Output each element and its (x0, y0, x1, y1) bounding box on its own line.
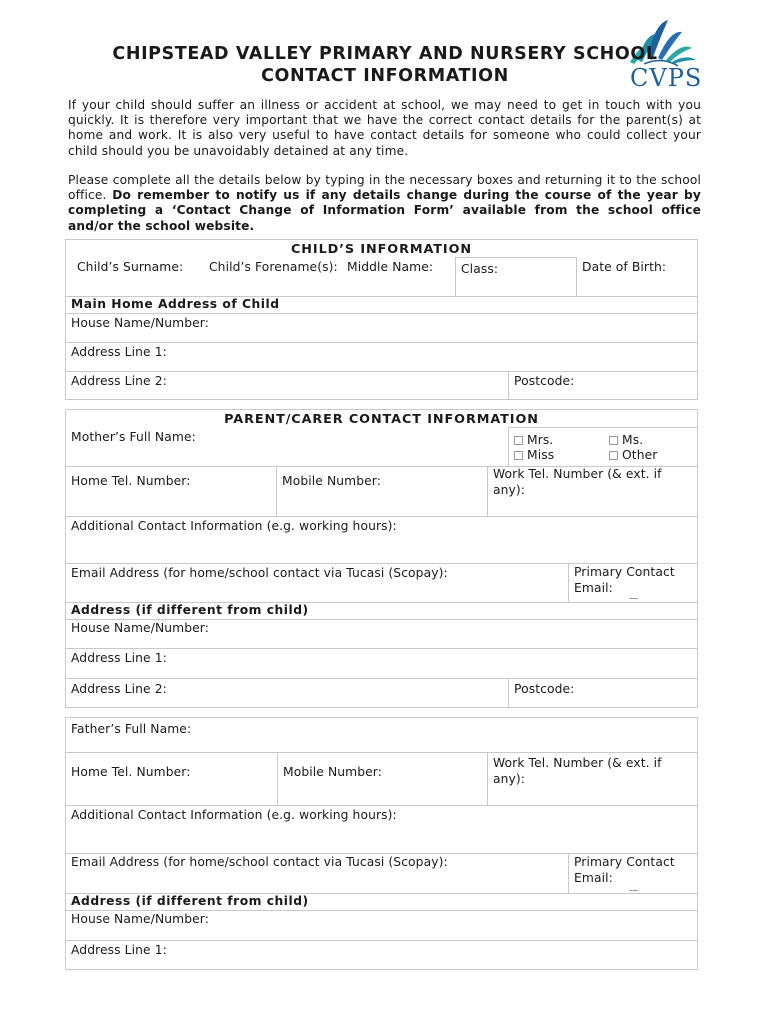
father-email-label: Email Address (for home/school contact via Tucasi (Scopay): (71, 855, 448, 869)
instructions-paragraph (68, 173, 701, 234)
father-house-label: House Name/Number: (71, 912, 209, 926)
mother-title-options (508, 427, 698, 466)
instructions-bold-text: Do remember to notify us if any details change during the course of the year by completing a ‘Contact Change of Information Form’ available from the school office and/or the school website. (68, 188, 701, 233)
mother-address-line2-label: Address Line 2: (71, 682, 167, 696)
father-work-tel-field[interactable] (487, 752, 698, 805)
mother-postcode-field[interactable] (508, 678, 698, 708)
mother-primary-email-field[interactable] (568, 563, 698, 602)
page-title: CHIPSTEAD VALLEY PRIMARY AND NURSERY SCHOOL (112, 44, 658, 64)
father-home-tel-label: Home Tel. Number: (71, 765, 191, 779)
child-surname-label: Child’s Surname: (77, 260, 184, 274)
title-option-miss[interactable] (514, 448, 554, 462)
father-address-line1-label: Address Line 1: (71, 943, 167, 957)
mother-postcode-label: Postcode: (514, 682, 575, 696)
child-address-header-label: Main Home Address of Child (71, 297, 280, 311)
child-address-line2-field[interactable] (66, 371, 508, 400)
instructions-text: Please complete all the details below by typing in the necessary boxes and returning it to the school office. (68, 173, 701, 203)
child-dob-label: Date of Birth: (582, 260, 667, 274)
other-checkbox-icon[interactable] (609, 451, 618, 460)
title-option-ms-label: Ms. (622, 433, 644, 447)
mother-work-tel-label: Work Tel. Number (& ext. if any): (493, 467, 662, 497)
father-additional-info-label: Additional Contact Information (e.g. working hours): (71, 808, 397, 822)
father-primary-email-label: Primary Contact Email: (574, 855, 675, 885)
father-primary-email-field[interactable] (568, 853, 698, 893)
title-option-mrs[interactable] (514, 433, 553, 447)
ms-checkbox-icon[interactable] (609, 436, 618, 445)
father-primary-email-checkbox-icon[interactable] (629, 890, 638, 891)
title-option-mrs-label: Mrs. (527, 433, 554, 447)
parent-section-header: PARENT/CARER CONTACT INFORMATION (224, 412, 539, 427)
child-address-header (66, 296, 698, 313)
child-postcode-label: Postcode: (514, 374, 575, 388)
father-address-line1-field[interactable] (66, 940, 698, 970)
title-option-miss-label: Miss (527, 448, 555, 462)
child-house-field[interactable] (66, 313, 698, 342)
mother-address-line2-field[interactable] (66, 678, 508, 708)
child-address-line1-label: Address Line 1: (71, 345, 167, 359)
father-work-tel-label: Work Tel. Number (& ext. if any): (493, 756, 662, 786)
mother-email-label: Email Address (for home/school contact via Tucasi (Scopay): (71, 566, 448, 580)
mother-mobile-label: Mobile Number: (282, 474, 381, 488)
child-class-label: Class: (461, 262, 499, 276)
child-names-field[interactable] (66, 257, 455, 296)
mother-additional-info-label: Additional Contact Information (e.g. working hours): (71, 519, 397, 533)
father-house-field[interactable] (66, 910, 698, 940)
mother-address-line1-label: Address Line 1: (71, 651, 167, 665)
child-address-line1-field[interactable] (66, 342, 698, 371)
mother-primary-email-label: Primary Contact Email: (574, 565, 675, 595)
miss-checkbox-icon[interactable] (514, 451, 523, 460)
father-alt-address-header-label: Address (if different from child) (71, 894, 309, 908)
mother-house-label: House Name/Number: (71, 621, 209, 635)
father-mobile-field[interactable] (277, 752, 487, 805)
mother-email-field[interactable] (66, 563, 568, 602)
mother-home-tel-field[interactable] (66, 466, 276, 516)
father-home-tel-field[interactable] (66, 752, 277, 805)
father-mobile-label: Mobile Number: (283, 765, 382, 779)
intro-paragraph: If your child should suffer an illness or accident at school, we may need to get in touch with you quickly. It is therefore very important that we have the correct contact details for the parent(s) at home and work. It is also very useful to have contact details for someone who could collect your child should you be unavoidably detained at any time. (68, 98, 701, 158)
mother-name-field[interactable] (66, 427, 508, 466)
child-information-section (65, 239, 698, 400)
father-name-label: Father’s Full Name: (71, 722, 192, 736)
title-option-ms[interactable] (609, 433, 643, 447)
mother-additional-info-field[interactable] (66, 516, 698, 563)
child-address-line2-label: Address Line 2: (71, 374, 167, 388)
father-name-field[interactable] (66, 718, 698, 752)
child-forenames-label: Child’s Forename(s): (209, 260, 338, 274)
mother-house-field[interactable] (66, 619, 698, 648)
mother-alt-address-header (66, 602, 698, 619)
title-option-other-label: Other (622, 448, 658, 462)
mother-home-tel-label: Home Tel. Number: (71, 474, 191, 488)
mother-address-line1-field[interactable] (66, 648, 698, 678)
child-postcode-field[interactable] (508, 371, 698, 400)
parent-contact-section (65, 409, 698, 708)
child-house-label: House Name/Number: (71, 316, 209, 330)
page-subtitle: CONTACT INFORMATION (261, 66, 509, 86)
child-class-field[interactable] (455, 257, 576, 296)
child-dob-field[interactable] (576, 257, 698, 296)
father-contact-section (65, 717, 698, 970)
mother-work-tel-field[interactable] (487, 466, 698, 516)
mother-alt-address-header-label: Address (if different from child) (71, 603, 309, 617)
mother-mobile-field[interactable] (276, 466, 487, 516)
father-additional-info-field[interactable] (66, 805, 698, 853)
child-middle-name-label: Middle Name: (347, 260, 434, 274)
child-section-header: CHILD’S INFORMATION (291, 242, 472, 257)
mrs-checkbox-icon[interactable] (514, 436, 523, 445)
primary-email-checkbox-icon[interactable] (629, 598, 638, 599)
logo-text: CVPS (630, 64, 703, 92)
mother-name-label: Mother’s Full Name: (71, 430, 196, 444)
title-option-other[interactable] (609, 448, 657, 462)
father-email-field[interactable] (66, 853, 568, 893)
father-alt-address-header (66, 893, 698, 910)
